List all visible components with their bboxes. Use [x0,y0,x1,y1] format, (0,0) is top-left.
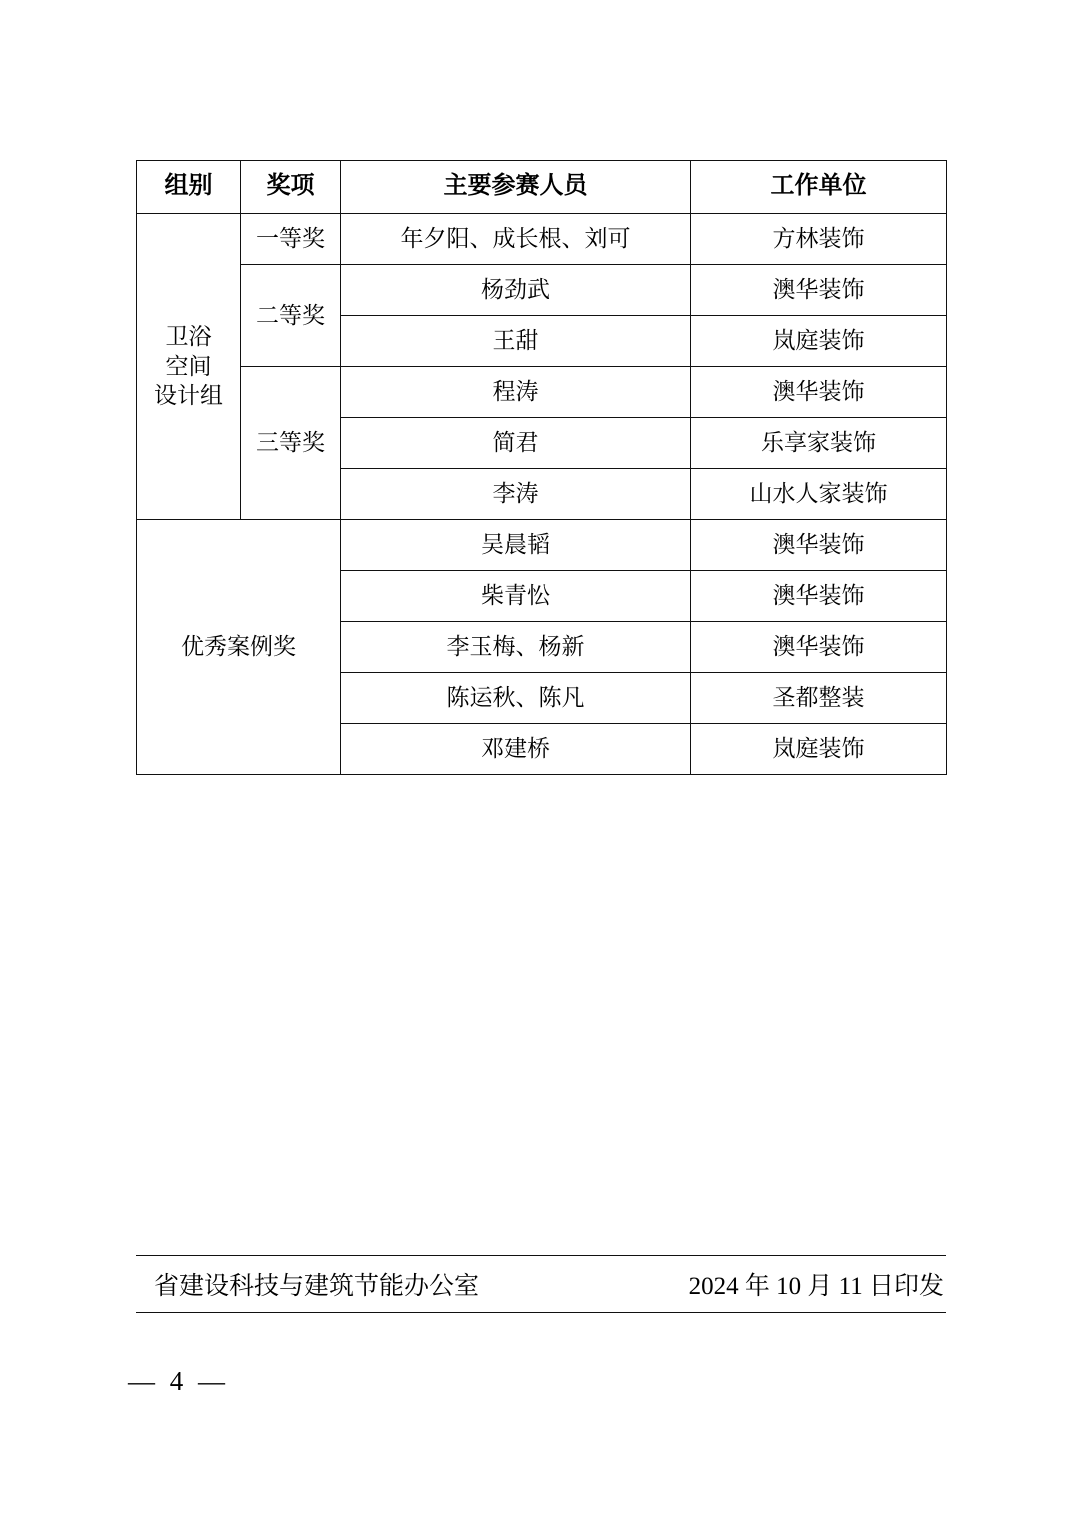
group-cell-excellent: 优秀案例奖 [137,520,341,775]
people-cell: 简君 [341,418,691,469]
award-cell-first: 一等奖 [241,214,341,265]
group-line-1: 卫浴 [165,323,212,349]
footer-row [136,1256,946,1312]
unit-cell: 方林装饰 [691,214,947,265]
footer-divider-bottom [136,1312,946,1313]
page-number: — 4 — [128,1366,229,1396]
unit-cell: 澳华装饰 [691,622,947,673]
people-cell: 陈运秋、陈凡 [341,673,691,724]
table-row [137,520,947,571]
people-cell: 李玉梅、杨新 [341,622,691,673]
people-cell: 程涛 [341,367,691,418]
people-cell: 吴晨韬 [341,520,691,571]
unit-cell: 圣都整装 [691,673,947,724]
people-cell: 杨劲武 [341,265,691,316]
people-cell: 李涛 [341,469,691,520]
award-cell-second: 二等奖 [241,265,341,367]
award-table [136,160,947,775]
unit-cell: 岚庭装饰 [691,316,947,367]
people-cell: 邓建桥 [341,724,691,775]
footer-date: 2024 年 10 月 11 日印发 [688,1273,944,1300]
people-cell: 王甜 [341,316,691,367]
header-award: 奖项 [241,161,341,214]
unit-cell: 乐享家装饰 [691,418,947,469]
unit-cell: 澳华装饰 [691,367,947,418]
unit-cell: 澳华装饰 [691,265,947,316]
table-row [137,214,947,265]
header-group: 组别 [137,161,241,214]
group-cell-bathroom [137,214,241,520]
award-table-container [136,160,946,775]
unit-cell: 澳华装饰 [691,571,947,622]
people-cell: 年夕阳、成长根、刘可 [341,214,691,265]
table-row [137,367,947,418]
table-header-row [137,161,947,214]
header-people: 主要参赛人员 [341,161,691,214]
award-cell-third: 三等奖 [241,367,341,520]
document-footer [136,1255,946,1313]
unit-cell: 山水人家装饰 [691,469,947,520]
table-header [137,161,947,214]
footer-issuer: 省建设科技与建筑节能办公室 [154,1273,480,1300]
group-line-2: 空间 [165,353,212,379]
unit-cell: 澳华装饰 [691,520,947,571]
group-line-3: 设计组 [154,383,223,409]
header-unit: 工作单位 [691,161,947,214]
table-body [137,214,947,775]
people-cell: 柴青忪 [341,571,691,622]
unit-cell: 岚庭装饰 [691,724,947,775]
table-row [137,265,947,316]
